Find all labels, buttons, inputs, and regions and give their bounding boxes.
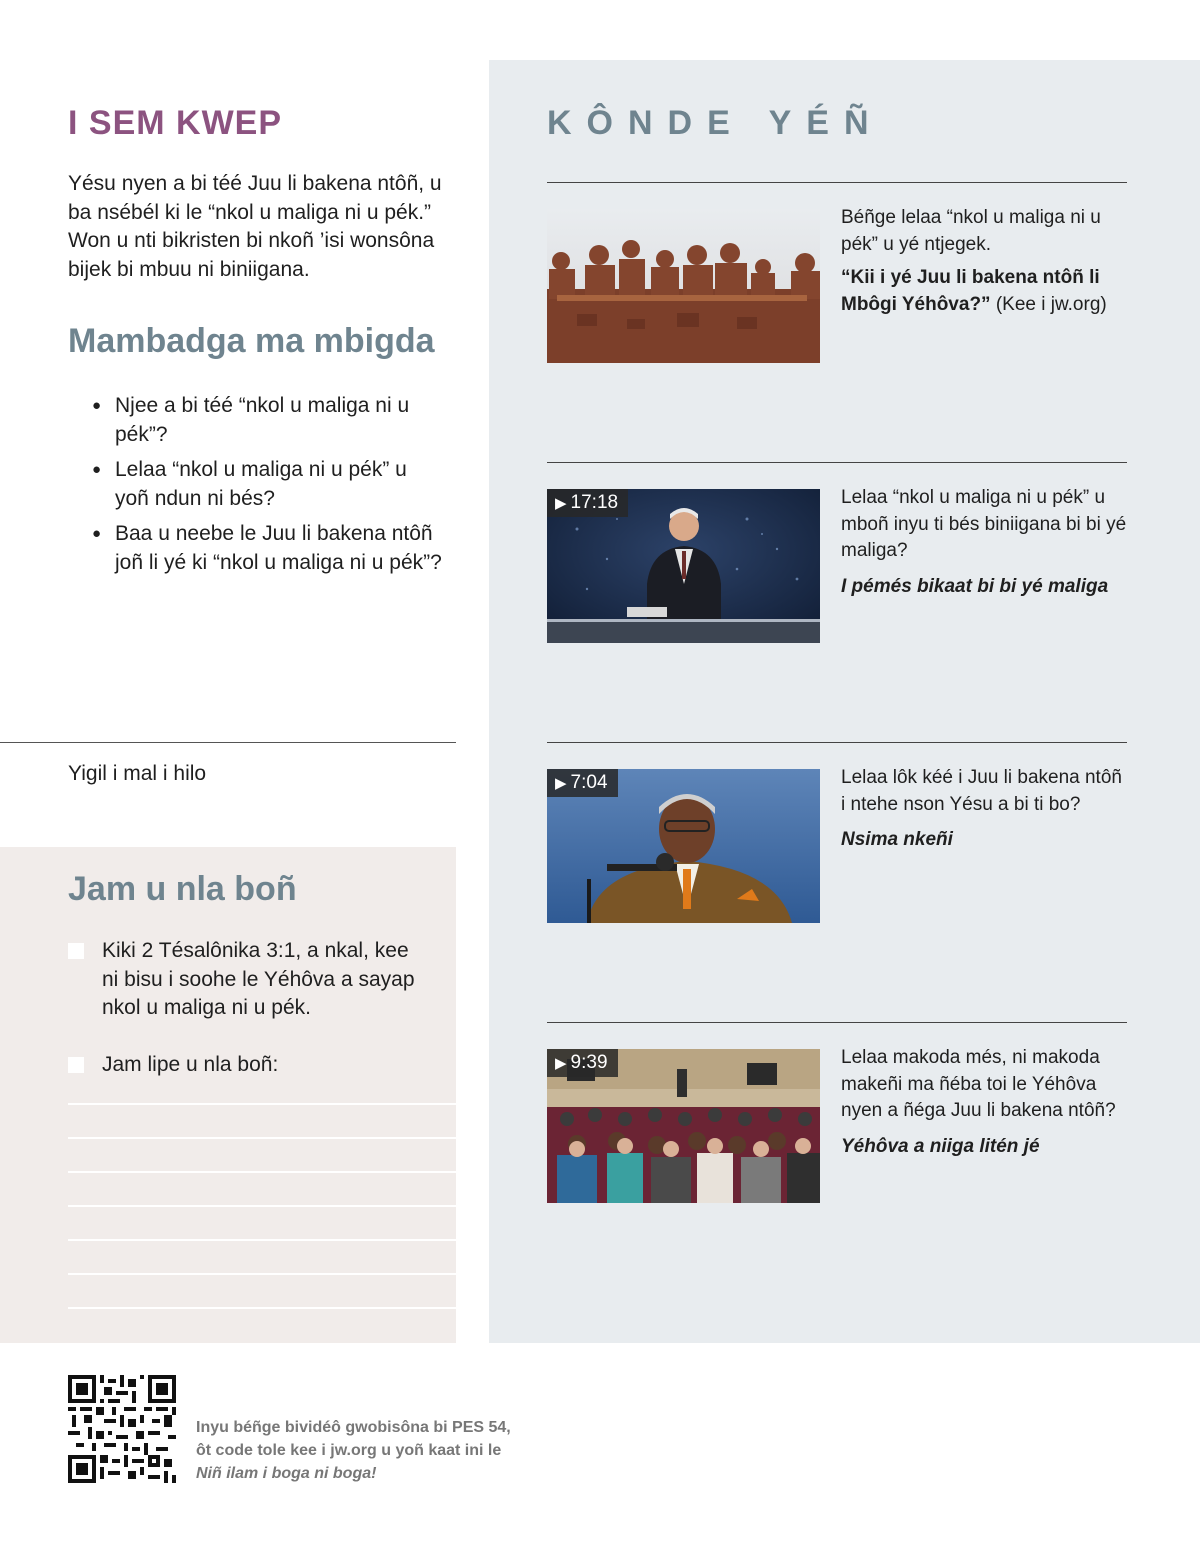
video-thumbnail[interactable]	[547, 489, 820, 643]
explore-entry	[841, 485, 1131, 600]
write-line[interactable]	[68, 1273, 456, 1275]
explore-title: KÔNDE YÉÑ	[547, 104, 884, 142]
video-duration: ▶ 9:39	[547, 1049, 618, 1077]
questions-list	[92, 392, 452, 584]
article-title[interactable]: “Kii i yé Juu li bakena ntôñ li Mbôgi Yéhôva?”	[841, 267, 1100, 315]
video-title[interactable]: Yéhôva a niiga litén jé	[841, 1135, 1040, 1157]
remember-label: Yigil i mal i hilo	[68, 762, 207, 785]
entry-question: Lelaa “nkol u maliga ni u pék” u mboñ inyu ti bés biniigana bi bi yé maliga?	[841, 487, 1127, 561]
explore-entry	[841, 1045, 1131, 1160]
video-thumbnail[interactable]	[547, 769, 820, 923]
write-line[interactable]	[68, 1171, 456, 1173]
divider	[547, 1022, 1127, 1023]
divider	[547, 462, 1127, 463]
write-line[interactable]	[68, 1205, 456, 1207]
explore-entry	[841, 765, 1131, 853]
write-line[interactable]	[68, 1239, 456, 1241]
divider	[0, 742, 456, 743]
goal-item	[68, 1051, 428, 1080]
qr-code-icon[interactable]	[68, 1375, 176, 1483]
article-image[interactable]	[547, 209, 820, 363]
summary-text: Yésu nyen a bi téé Juu li bakena ntôñ, u ba nsébél ki le “nkol u maliga ni u pék.” Won u nti bikristen bi nkoñ ’isi wonsôna bijek bi mbuu ni biniigana.	[68, 172, 442, 281]
summary-title: I SEM KWEP	[68, 104, 283, 142]
entry-question: Lelaa lôk kéé i Juu li bakena ntôñ i ntehe nson Yésu a bi ti bo?	[841, 767, 1122, 815]
questions-heading: Mambadga ma mbigda	[68, 322, 435, 360]
video-duration: ▶ 17:18	[547, 489, 628, 517]
question-item: ● Lelaa “nkol u maliga ni u pék” u yoñ ndun ni bés?	[92, 456, 445, 513]
write-line[interactable]	[68, 1307, 456, 1309]
play-icon[interactable]: ▶	[555, 1055, 567, 1072]
governing-body-silhouette-image	[547, 209, 820, 363]
footer-line: ôt code tole kee i jw.org u yoñ kaat ini le	[196, 1442, 502, 1459]
video-title[interactable]: Nsima nkeñi	[841, 829, 953, 850]
divider	[547, 742, 1127, 743]
video-duration: ▶ 7:04	[547, 769, 618, 797]
play-icon[interactable]: ▶	[555, 495, 567, 512]
goal-item-label: Jam lipe u nla boñ:	[102, 1053, 279, 1076]
article-reference[interactable]	[841, 265, 1131, 318]
entry-question: Lelaa makoda més, ni makoda makeñi ma ñéba toi le Yéhôva nyen a ñéga Juu li bakena ntôñ?	[841, 1047, 1116, 1121]
footer-line: Inyu béñge bividéô gwobisôna bi PES 54,	[196, 1419, 511, 1436]
entry-question: Béñge lelaa “nkol u maliga ni u pék” u yé ntjegek.	[841, 207, 1101, 255]
footer-line	[196, 1462, 576, 1485]
goal-item-label: Kiki 2 Tésalônika 3:1, a nkal, kee ni bisu i soohe le Yéhôva a sayap nkol u maliga ni u pék.	[102, 939, 415, 1019]
divider	[547, 182, 1127, 183]
goal-item	[68, 937, 428, 1023]
video-title[interactable]: I pémés bikaat bi bi yé maliga	[841, 575, 1109, 597]
goal-panel	[0, 847, 456, 1343]
question-item: ● Baa u neebe le Juu li bakena ntôñ joñ li yé ki “nkol u maliga ni u pék”?	[92, 520, 445, 577]
video-thumbnail[interactable]	[547, 1049, 820, 1203]
explore-entry	[841, 205, 1131, 318]
play-icon[interactable]: ▶	[555, 775, 567, 792]
book-title[interactable]: Niñ ilam i boga ni boga!	[196, 1465, 377, 1482]
question-item: ● Njee a bi téé “nkol u maliga ni u pék”?	[92, 392, 445, 449]
write-line[interactable]	[68, 1103, 456, 1105]
checkbox-icon[interactable]	[68, 943, 84, 959]
article-note: (Kee i jw.org)	[995, 293, 1107, 315]
goal-heading: Jam u nla boñ	[68, 870, 297, 908]
write-line[interactable]	[68, 1137, 456, 1139]
checkbox-icon[interactable]	[68, 1057, 84, 1073]
footer-note	[196, 1416, 576, 1485]
